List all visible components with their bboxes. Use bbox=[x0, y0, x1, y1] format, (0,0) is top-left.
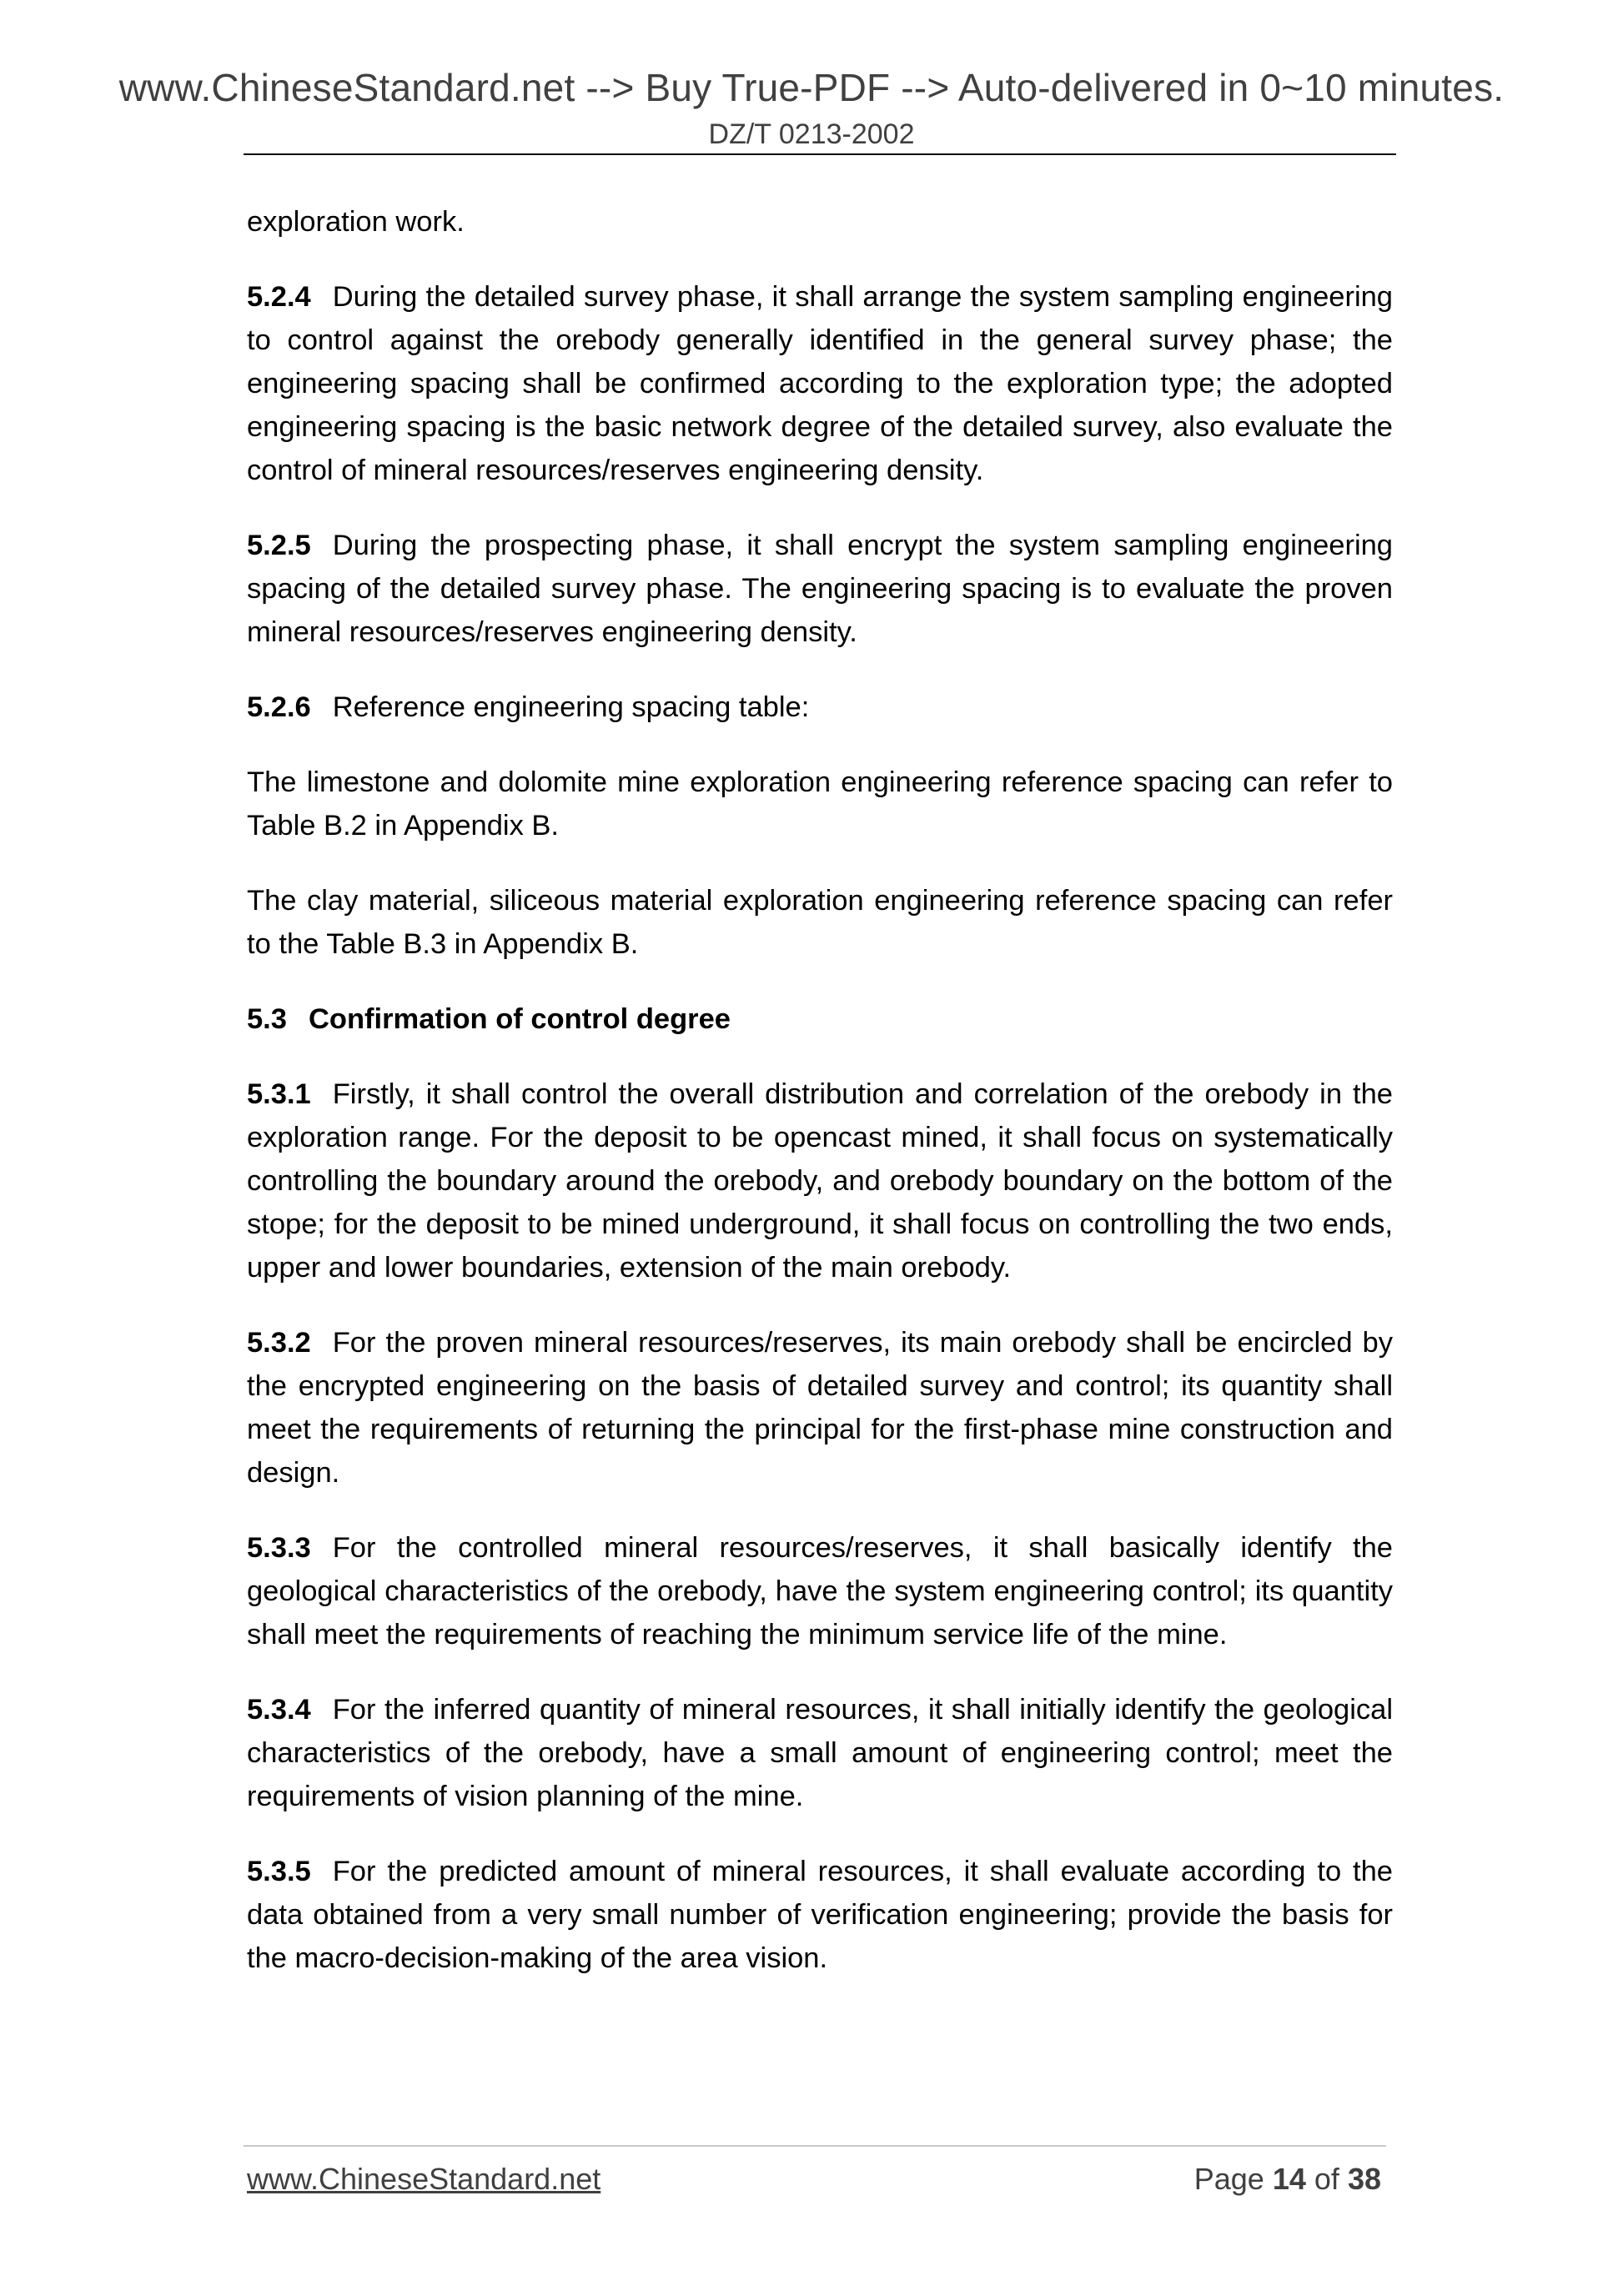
clause-text: For the inferred quantity of mineral resources, it shall initially identify the geological characteristics of the orebody, have a small amount of engineering control; meet the requirements of vision planning of the mine. bbox=[247, 1694, 1393, 1812]
footer-site-link[interactable]: www.ChineseStandard.net bbox=[247, 2162, 601, 2196]
paragraph-continuation: exploration work. bbox=[247, 206, 465, 238]
footer-divider bbox=[244, 2145, 1386, 2147]
clause-5-3-5 bbox=[247, 1850, 1393, 1980]
header-divider bbox=[244, 153, 1396, 155]
clause-number: 5.3.3 bbox=[247, 1532, 311, 1564]
page-word: Page bbox=[1193, 2162, 1264, 2196]
clause-number: 5.2.5 bbox=[247, 530, 311, 561]
paragraph-clay-reference: The clay material, siliceous material exploration engineering reference spacing can refer to the Table B.3 in Appendix B. bbox=[247, 885, 1393, 960]
page-total: 38 bbox=[1347, 2162, 1381, 2196]
clause-text: During the prospecting phase, it shall encrypt the system sampling engineering spacing of the detailed survey phase. The engineering spacing is to evaluate the proven mineral resources/reserves engineering density. bbox=[247, 530, 1393, 648]
standard-number: DZ/T 0213-2002 bbox=[708, 118, 915, 150]
clause-number: 5.3.4 bbox=[247, 1694, 311, 1726]
clause-text: For the predicted amount of mineral resources, it shall evaluate according to the data obtained from a very small number of verification engineering; provide the basis for the macro-decision-making of the area vision. bbox=[247, 1856, 1393, 1974]
clause-5-3-4 bbox=[247, 1688, 1393, 1818]
clause-5-3-1 bbox=[247, 1073, 1393, 1289]
clause-number: 5.3.1 bbox=[247, 1078, 311, 1110]
clause-5-2-6 bbox=[247, 686, 1393, 729]
clause-text: During the detailed survey phase, it shall arrange the system sampling engineering to control against the orebody generally identified in the general survey phase; the engineering spacing shall be confirmed according to the exploration type; the adopted engineering spacing is the basic network degree of the detailed survey, also evaluate the control of mineral resources/reserves engineering density. bbox=[247, 281, 1393, 486]
clause-5-2-4 bbox=[247, 275, 1393, 492]
clause-5-2-5 bbox=[247, 524, 1393, 654]
section-title: Confirmation of control degree bbox=[308, 1003, 731, 1035]
section-heading-5-3 bbox=[247, 997, 1393, 1041]
clause-5-3-2 bbox=[247, 1321, 1393, 1495]
page-indicator bbox=[1194, 2162, 1381, 2197]
paragraph-limestone-reference: The limestone and dolomite mine exploration engineering reference spacing can refer to Table B.2 in Appendix B. bbox=[247, 766, 1393, 842]
clause-text: For the controlled mineral resources/reserves, it shall basically identify the geological characteristics of the orebody, have the system engineering control; its quantity shall meet the requirements of reaching the minimum service life of the mine. bbox=[247, 1532, 1393, 1650]
clause-number: 5.3.2 bbox=[247, 1327, 311, 1359]
page-of: of bbox=[1314, 2162, 1339, 2196]
page-current: 14 bbox=[1272, 2162, 1306, 2196]
clause-text: Firstly, it shall control the overall distribution and correlation of the orebody in the exploration range. For the deposit to be opencast mined, it shall focus on systematically controlling the boundary around the orebody, and orebody boundary on the bottom of the stope; for the deposit to be mined underground, it shall focus on controlling the two ends, upper and lower boundaries, extension of the main orebody. bbox=[247, 1078, 1393, 1284]
section-number: 5.3 bbox=[247, 1003, 287, 1035]
clause-text: Reference engineering spacing table: bbox=[332, 691, 810, 723]
document-body bbox=[247, 200, 1393, 2012]
header-banner: www.ChineseStandard.net --> Buy True-PDF --> Auto-delivered in 0~10 minutes. bbox=[118, 66, 1505, 109]
clause-5-3-3 bbox=[247, 1526, 1393, 1656]
clause-text: For the proven mineral resources/reserves, its main orebody shall be encircled by the encrypted engineering on the basis of detailed survey and control; its quantity shall meet the requirements of returning the principal for the first-phase mine construction and design. bbox=[247, 1327, 1393, 1489]
clause-number: 5.2.4 bbox=[247, 281, 311, 313]
clause-number: 5.3.5 bbox=[247, 1856, 311, 1887]
clause-number: 5.2.6 bbox=[247, 691, 311, 723]
